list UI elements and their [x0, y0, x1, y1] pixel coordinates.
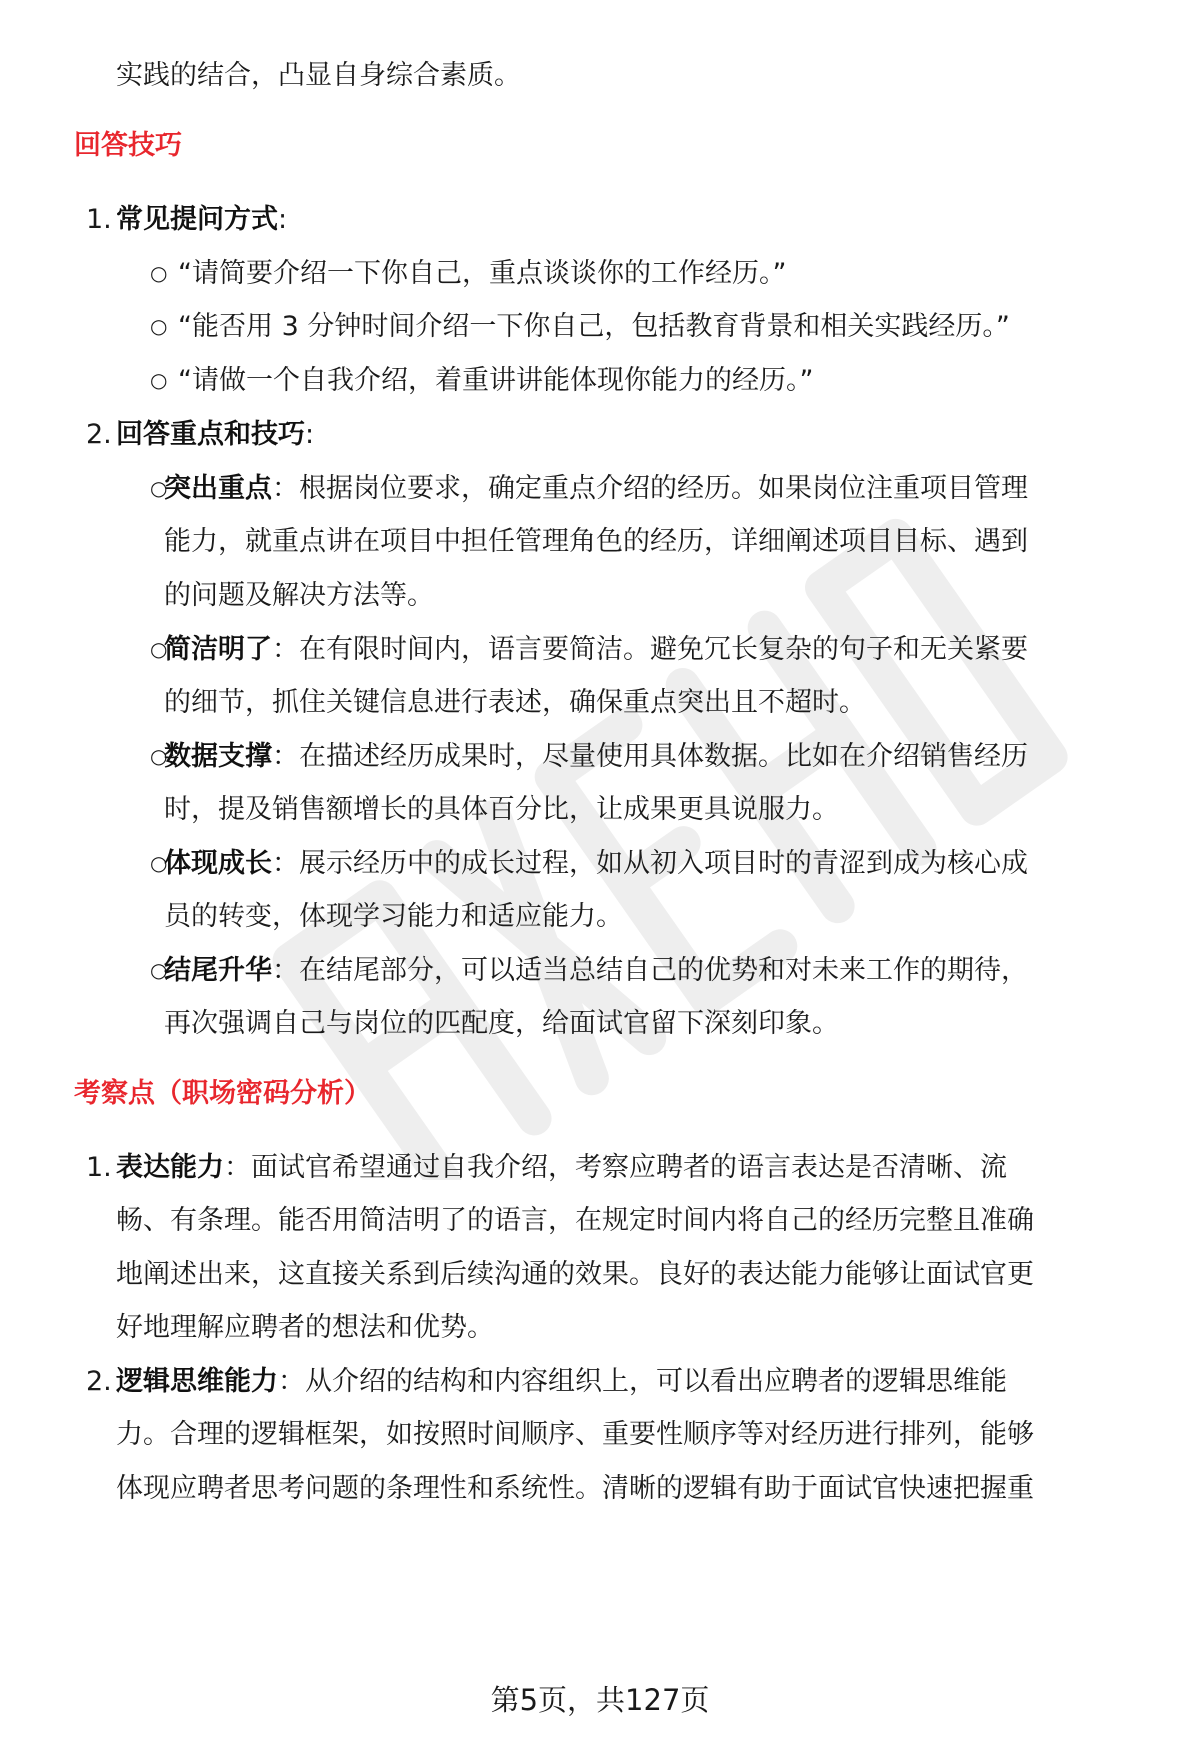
label-separator: ： — [272, 848, 299, 879]
page-number-footer: 第5页，共127页 — [490, 1683, 710, 1717]
bold-label: 简洁明了 — [164, 634, 272, 665]
line-text: 的问题及解决方法等。 — [164, 580, 434, 611]
bold-label: 结尾升华 — [164, 955, 272, 986]
line-text: 在有限时间内，语言要简洁。避免冗长复杂的句子和无关紧要 — [299, 634, 1028, 665]
list-item: “请简要介绍一下你自己，重点谈谈你的工作经历。” — [178, 258, 787, 289]
bullet-icon: ○ — [150, 744, 168, 768]
line-text: 能力，就重点讲在项目中担任管理角色的经历，详细阐述项目目标、遇到 — [164, 526, 1028, 557]
line-text: 地阐述出来，这直接关系到后续沟通的效果。良好的表达能力能够让面试官更 — [116, 1259, 1034, 1290]
label-separator: ： — [272, 955, 299, 986]
list-number: 2. — [86, 419, 112, 450]
intro-tail-text: 实践的结合，凸显自身综合素质。 — [116, 60, 521, 91]
list-item-label — [116, 405, 314, 464]
line-text: 力。合理的逻辑框架，如按照时间顺序、重要性顺序等对经历进行排列，能够 — [116, 1419, 1034, 1450]
list-item — [164, 459, 1028, 518]
line-text: 再次强调自己与岗位的匹配度，给面试官留下深刻印象。 — [164, 1008, 839, 1039]
line-text: 的细节，抓住关键信息进行表述，确保重点突出且不超时。 — [164, 687, 866, 718]
list-item: “请做一个自我介绍，着重讲讲能体现你能力的经历。” — [178, 365, 814, 396]
bullet-icon: ○ — [150, 851, 168, 875]
label-separator: ： — [272, 741, 299, 772]
section-heading-assessment-points: 考察点（职场密码分析） — [74, 1078, 371, 1109]
bold-label: 常见提问方式 — [116, 204, 278, 235]
line-text: 畅、有条理。能否用简洁明了的语言，在规定时间内将自己的经历完整且准确 — [116, 1205, 1034, 1236]
bullet-icon: ○ — [150, 637, 168, 661]
list-number: 2. — [86, 1366, 112, 1397]
list-item: “能否用 3 分钟时间介绍一下你自己，包括教育背景和相关实践经历。” — [178, 311, 1010, 342]
line-text: 展示经历中的成长过程，如从初入项目时的青涩到成为核心成 — [299, 848, 1028, 879]
bold-label: 突出重点 — [164, 473, 272, 504]
list-item — [164, 727, 1028, 786]
list-number: 1. — [86, 1152, 112, 1183]
line-text: 员的转变，体现学习能力和适应能力。 — [164, 901, 623, 932]
bold-label: 回答重点和技巧 — [116, 419, 305, 450]
label-separator: : — [305, 419, 315, 450]
list-item — [164, 834, 1028, 893]
line-text: 面试官希望通过自我介绍，考察应聘者的语言表达是否清晰、流 — [251, 1152, 1007, 1183]
label-separator: : — [278, 204, 288, 235]
label-separator: ： — [278, 1366, 305, 1397]
bullet-icon: ○ — [150, 368, 168, 392]
line-text: 根据岗位要求，确定重点介绍的经历。如果岗位注重项目管理 — [299, 473, 1028, 504]
list-item — [116, 1138, 1007, 1197]
line-text: 时，提及销售额增长的具体百分比，让成果更具说服力。 — [164, 794, 839, 825]
list-item — [164, 620, 1028, 679]
label-separator: ： — [272, 634, 299, 665]
line-text: 在结尾部分，可以适当总结自己的优势和对未来工作的期待， — [299, 955, 1028, 986]
bold-label: 体现成长 — [164, 848, 272, 879]
bold-label: 逻辑思维能力 — [116, 1366, 278, 1397]
bold-label: 数据支撑 — [164, 741, 272, 772]
label-separator: ： — [224, 1152, 251, 1183]
line-text: 体现应聘者思考问题的条理性和系统性。清晰的逻辑有助于面试官快速把握重 — [116, 1473, 1034, 1504]
label-separator: ： — [272, 473, 299, 504]
bullet-icon: ○ — [150, 476, 168, 500]
bullet-icon: ○ — [150, 314, 168, 338]
line-text: 好地理解应聘者的想法和优势。 — [116, 1312, 494, 1343]
list-number: 1. — [86, 204, 112, 235]
line-text: 在描述经历成果时，尽量使用具体数据。比如在介绍销售经历 — [299, 741, 1028, 772]
list-item-label — [116, 190, 287, 249]
line-text: 从介绍的结构和内容组织上，可以看出应聘者的逻辑思维能 — [305, 1366, 1007, 1397]
bold-label: 表达能力 — [116, 1152, 224, 1183]
section-heading-answer-tips: 回答技巧 — [74, 130, 182, 161]
list-item — [164, 941, 1028, 1000]
bullet-icon: ○ — [150, 958, 168, 982]
bullet-icon: ○ — [150, 261, 168, 285]
list-item — [116, 1352, 1007, 1411]
